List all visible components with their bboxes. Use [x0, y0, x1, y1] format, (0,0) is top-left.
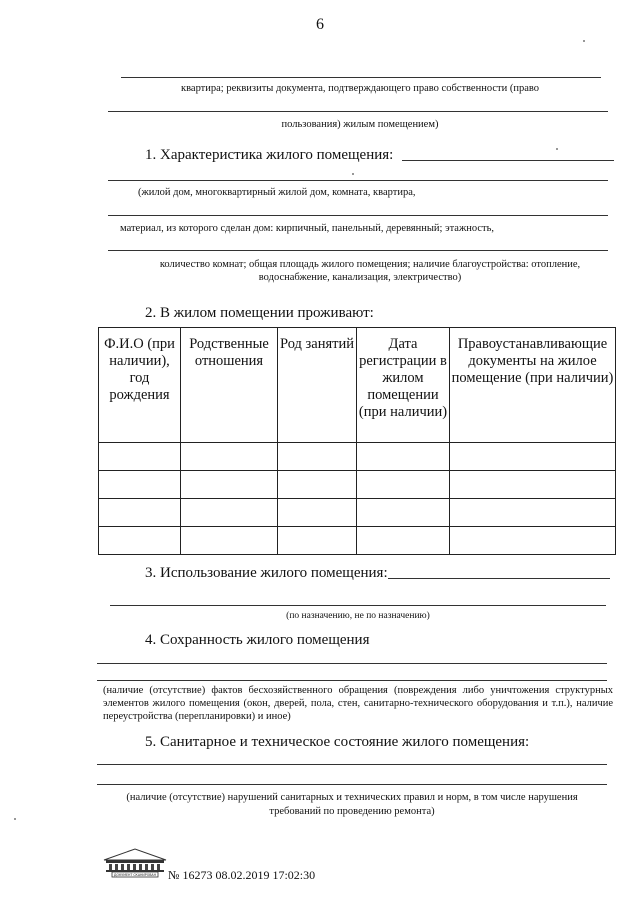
table-cell[interactable] — [357, 527, 450, 555]
table-cell[interactable] — [181, 527, 278, 555]
table-cell[interactable] — [357, 443, 450, 471]
page-number: 6 — [316, 16, 324, 33]
section-2-heading: 2. В жилом помещении проживают: — [145, 305, 374, 321]
column-header-relation: Родственные отношения — [181, 328, 278, 443]
underline — [108, 111, 608, 112]
section-4-heading: 4. Сохранность жилого помещения — [145, 632, 370, 648]
scan-speck — [556, 148, 558, 150]
section-3-heading: 3. Использование жилого помещения: — [145, 565, 388, 581]
underline — [108, 180, 608, 181]
caption-rooms-line1: количество комнат; общая площадь жилого помещения; наличие благоустройства: отопление, — [159, 259, 581, 270]
table-cell[interactable] — [450, 471, 616, 499]
table-cell[interactable] — [278, 499, 357, 527]
caption-ownership-line2: пользования) жилым помещением) — [281, 119, 439, 130]
table-cell[interactable] — [99, 443, 181, 471]
stamp-text: ДОКУМЕНТ СКАНИРОВАН — [114, 873, 156, 878]
underline — [110, 605, 606, 606]
caption-rooms-line2: водоснабжение, канализация, электричество) — [258, 272, 462, 283]
underline — [97, 764, 607, 765]
table-row — [99, 527, 616, 555]
scan-speck — [14, 818, 16, 820]
underline — [97, 663, 607, 664]
table-cell[interactable] — [99, 499, 181, 527]
caption-sanitary-line2: требований по проведению ремонта) — [269, 806, 435, 817]
table-cell[interactable] — [99, 527, 181, 555]
table-row — [99, 443, 616, 471]
table-cell[interactable] — [278, 443, 357, 471]
scan-stamp-icon — [102, 846, 168, 878]
residents-table — [98, 327, 616, 555]
caption-usage: (по назначению, не по назначению) — [286, 611, 430, 621]
underline — [97, 680, 607, 681]
caption-preservation: (наличие (отсутствие) фактов бесхозяйственного обращения (повреждения либо уничтожения структурных элементов жилого помещения (окон, дверей, пола, стен, санитарно-технического оборудования и т.п.), наличие переустройства (перепланировки) и иное) — [103, 685, 613, 722]
table-row — [99, 471, 616, 499]
caption-type: (жилой дом, многоквартирный жилой дом, комната, квартира, — [138, 187, 416, 198]
caption-ownership-line1: квартира; реквизиты документа, подтверждающего право собственности (право — [180, 83, 539, 94]
column-header-documents: Правоустанавливающие документы на жилое помещение (при наличии) — [450, 328, 616, 443]
section-5-heading: 5. Санитарное и техническое состояние жилого помещения: — [145, 734, 530, 750]
section-1-fill-line — [402, 160, 614, 161]
section-3-fill-line — [388, 578, 610, 579]
table-cell[interactable] — [450, 499, 616, 527]
table-cell[interactable] — [450, 527, 616, 555]
underline — [108, 250, 608, 251]
registration-number: № 16273 08.02.2019 17:02:30 — [168, 868, 316, 882]
column-header-registration-date: Дата регистрации в жилом помещении (при наличии) — [357, 328, 450, 443]
underline — [97, 784, 607, 785]
underline — [121, 77, 601, 78]
table-cell[interactable] — [181, 471, 278, 499]
table-cell[interactable] — [357, 499, 450, 527]
table-cell[interactable] — [99, 471, 181, 499]
section-1-heading: 1. Характеристика жилого помещения: — [145, 147, 394, 163]
table-cell[interactable] — [278, 527, 357, 555]
table-header-row — [99, 328, 616, 443]
scan-speck — [352, 173, 354, 175]
caption-material: материал, из которого сделан дом: кирпичный, панельный, деревянный; этажность, — [120, 223, 495, 234]
caption-sanitary-line1: (наличие (отсутствие) нарушений санитарных и технических правил и норм, в том числе нарушения — [126, 792, 578, 803]
table-cell[interactable] — [181, 499, 278, 527]
table-cell[interactable] — [278, 471, 357, 499]
table-cell[interactable] — [357, 471, 450, 499]
underline — [108, 215, 608, 216]
table-cell[interactable] — [450, 443, 616, 471]
column-header-name: Ф.И.О (при наличии), год рождения — [99, 328, 181, 443]
column-header-occupation: Род занятий — [278, 328, 357, 443]
table-cell[interactable] — [181, 443, 278, 471]
table-row — [99, 499, 616, 527]
scan-speck — [583, 40, 585, 42]
